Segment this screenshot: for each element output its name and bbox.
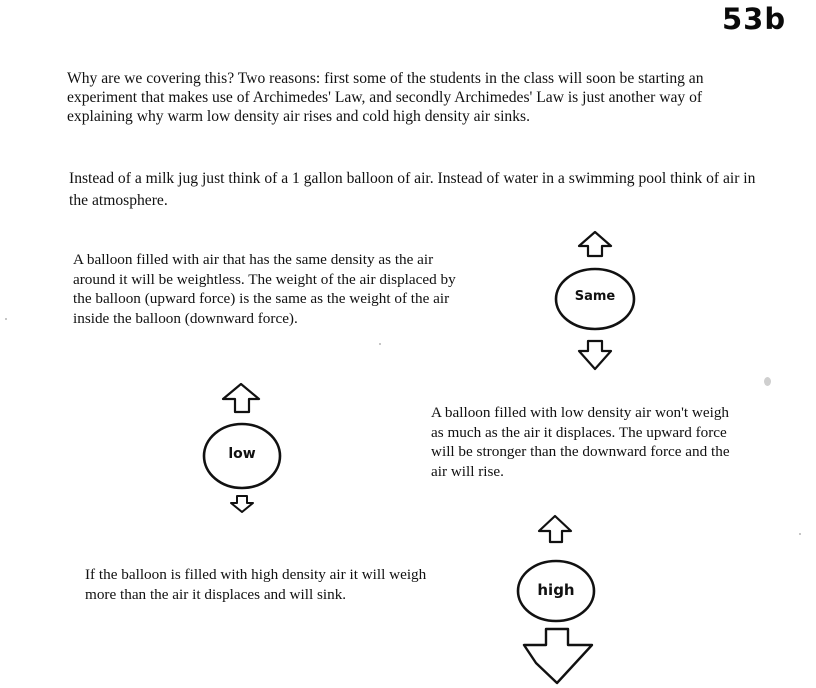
upward-force-arrow-icon: [223, 384, 259, 412]
analogy-paragraph: Instead of a milk jug just think of a 1 gallon balloon of air. Instead of water in a swimming pool think of air in the atmosphere.: [69, 170, 756, 209]
upward-force-arrow-icon: [579, 232, 611, 256]
page-number: 53b: [722, 2, 787, 36]
low-balloon-label: low: [228, 446, 256, 462]
downward-force-arrow-icon: [524, 629, 592, 683]
same-balloon-label: Same: [574, 289, 616, 304]
high-density-paragraph: If the balloon is filled with high density air it will weigh more than the air it displaces and will sink.: [85, 566, 427, 603]
upward-force-arrow-icon: [539, 516, 571, 542]
same-density-diagram: [540, 225, 650, 375]
scan-speck: [5, 318, 7, 320]
high-balloon-label: high: [537, 581, 575, 599]
scan-speck: [379, 343, 381, 345]
high-density-diagram: [510, 505, 610, 688]
intro-paragraph: Why are we covering this? Two reasons: first some of the students in the class will soon be starting an experiment that makes use of Archimedes' Law, and secondly Archimedes' Law is just another way of explaining why warm low density air rises and cold high density air sinks.: [67, 70, 704, 125]
low-density-paragraph: A balloon filled with low density air won't weigh as much as the air it displaces. The upward force will be stronger than the downward force and the air will rise.: [431, 404, 730, 480]
low-density-diagram: [195, 378, 290, 518]
scan-speck: [764, 377, 771, 386]
downward-force-arrow-icon: [579, 341, 611, 369]
downward-force-arrow-icon: [231, 496, 253, 512]
scan-speck: [799, 533, 801, 535]
same-density-paragraph: A balloon filled with air that has the same density as the air around it will be weightless. The weight of the air displaced by the balloon (upward force) is the same as the weight of the air inside the balloon (downward force).: [73, 251, 456, 327]
